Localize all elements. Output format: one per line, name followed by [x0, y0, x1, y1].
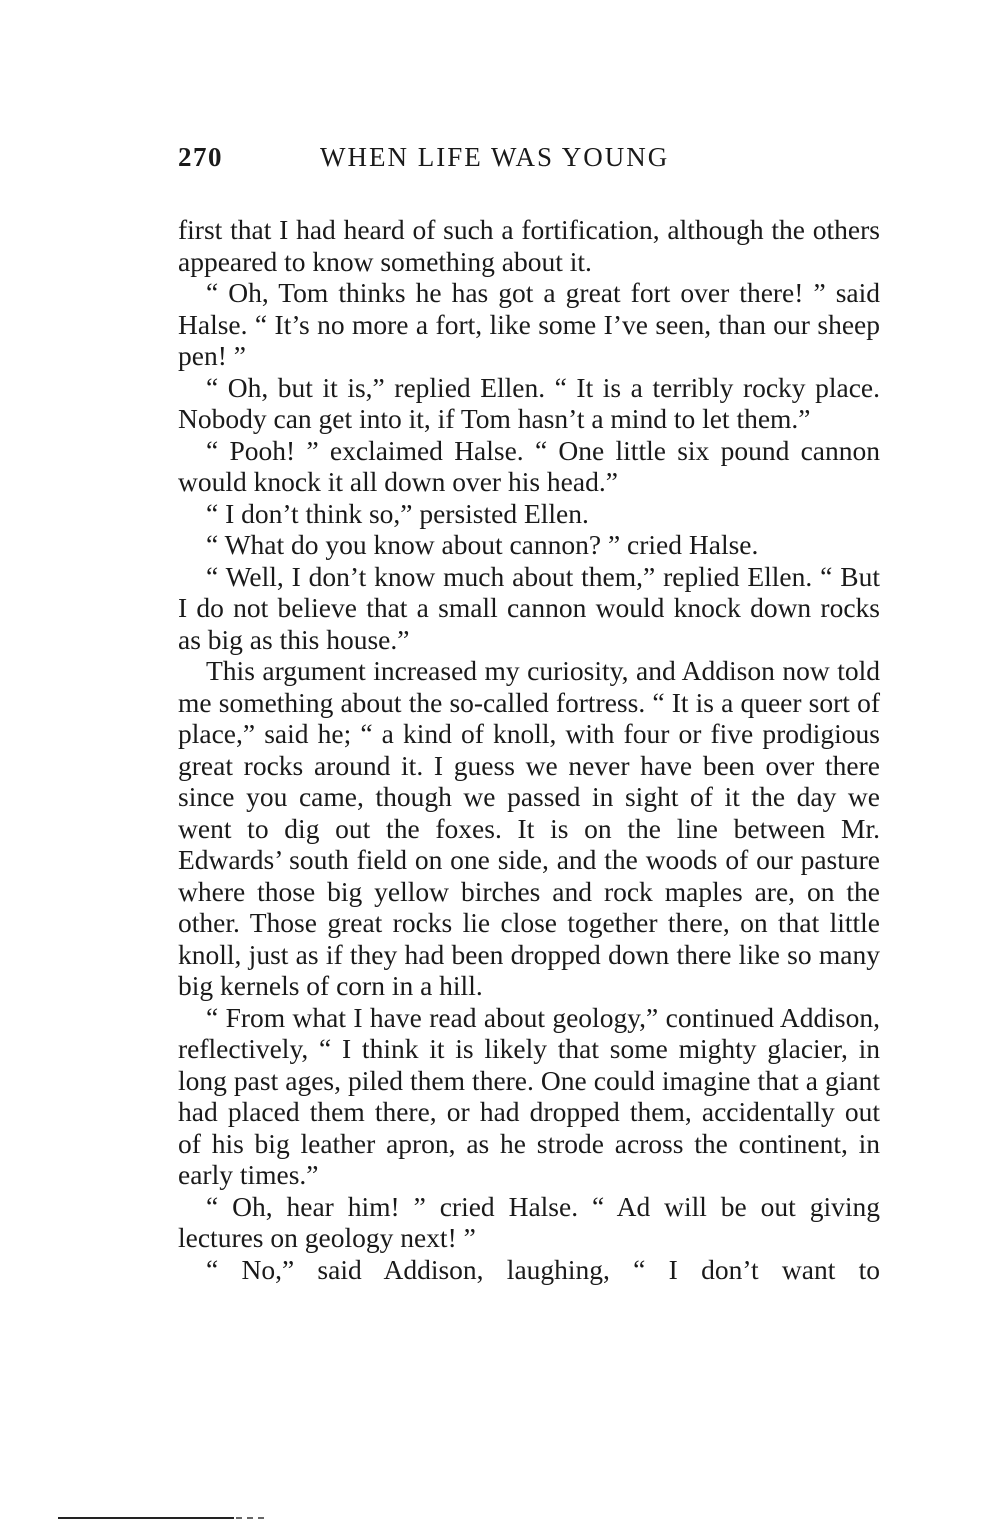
paragraph: “ Oh, hear him! ” cried Halse. “ Ad will be out giving lectures on geology next! ”	[178, 1190, 880, 1253]
page-number: 270	[178, 142, 223, 172]
body-text	[178, 214, 880, 1285]
paragraph: “ From what I have read about geology,” continued Addison, reflectively, “ I think it is likely that some mighty glacier, in long past ages, piled them there. One could imagine that a giant had placed them there, or had dropped them, accidentally out of his big leather apron, as he strode across the continent, in early times.”	[178, 1001, 880, 1190]
paragraph: “ Oh, but it is,” replied Ellen. “ It is a terribly rocky place. Nobody can get into it, if Tom hasn’t a mind to let them.”	[178, 371, 880, 434]
paragraph-last-line: “ No,” said Addison, laughing, “ I don’t want to	[206, 1253, 880, 1285]
footer-rule-dash	[236, 1517, 264, 1519]
paragraph: “ Oh, Tom thinks he has got a great fort over there! ” said Halse. “ It’s no more a fort, like some I’ve seen, than our sheep pen! ”	[178, 277, 880, 371]
paragraph: “ I don’t think so,” persisted Ellen.	[206, 497, 589, 529]
footer-rule	[58, 1517, 234, 1519]
paragraph: “ Pooh! ” exclaimed Halse. “ One little six pound cannon would knock it all down over his head.”	[178, 434, 880, 497]
paragraph-continuation: first that I had heard of such a fortification, although the others appeared to know something about it.	[178, 214, 880, 277]
paragraph: This argument increased my curiosity, and Addison now told me something about the so-called fortress. “ It is a queer sort of place,” said he; “ a kind of knoll, with four or five prodigious great rocks around it. I guess we never have been over there since you came, though we passed in sight of it the day we went to dig out the foxes. It is on the line between Mr. Edwards’ south field on one side, and the woods of our pasture where those big yellow birches and rock maples are, on the other. Those great rocks lie close together there, on that little knoll, just as if they had been dropped down there like so many big kernels of corn in a hill.	[178, 655, 880, 1001]
book-title: WHEN LIFE WAS YOUNG	[320, 142, 670, 172]
running-head	[178, 142, 880, 182]
paragraph: “ What do you know about cannon? ” cried Halse.	[206, 529, 759, 560]
paragraph: “ Well, I don’t know much about them,” replied Ellen. “ But I do not believe that a small cannon would knock down rocks as big as this house.”	[178, 560, 880, 655]
